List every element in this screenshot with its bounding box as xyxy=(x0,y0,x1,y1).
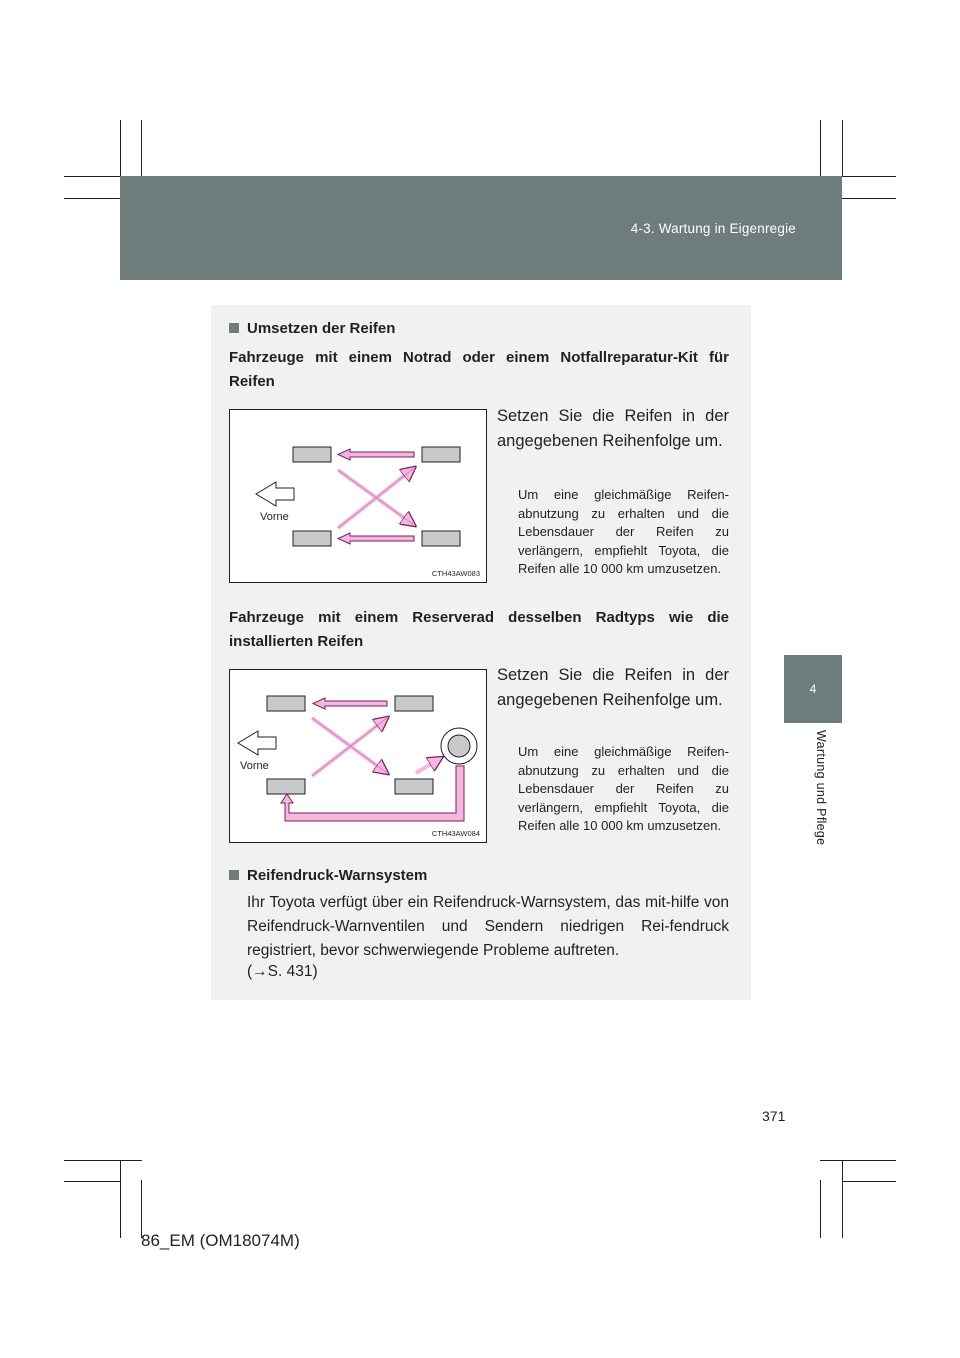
front-direction-arrow-icon xyxy=(238,731,276,755)
arrow-spare-to-front xyxy=(281,766,464,821)
tire-front-left xyxy=(267,696,305,711)
figure-rotation-pattern-2 xyxy=(229,669,487,843)
crop-mark xyxy=(842,120,843,176)
section-heading-tpms: Reifendruck-Warnsystem xyxy=(229,867,427,884)
front-label: Vorne xyxy=(240,760,269,772)
tire-rear-right xyxy=(395,779,433,794)
tire-rear-right xyxy=(422,531,460,546)
crop-mark xyxy=(820,1160,896,1161)
instruction-text-2: Setzen Sie die Reifen in der angegebenen Reihenfolge um. xyxy=(497,666,729,709)
tire-front-right xyxy=(267,779,305,794)
crop-mark xyxy=(820,1180,821,1238)
page-number: 371 xyxy=(762,1108,786,1124)
section-heading-tire-rotation: Umsetzen der Reifen xyxy=(229,320,395,337)
rotation-diagram-2 xyxy=(230,670,486,842)
crop-mark xyxy=(842,1160,843,1238)
crop-mark xyxy=(120,1160,121,1238)
front-direction-arrow-icon xyxy=(256,482,294,506)
figure-code: CTH43AW084 xyxy=(431,829,480,838)
tpms-body-text: Ihr Toyota verfügt über ein Reifendruck-Warnsystem, das mit-hilfe von Reifendruck-Warnventilen und Sendern niedrigen Rei-fendruck registriert, bevor schwerwiegende Probleme auftreten. xyxy=(247,894,729,959)
note-text-1: Um eine gleichmäßige Reifen-abnutzung zu erhalten und die Lebensdauer der Reifen zu verlängern, empfiehlt Toyota, die Reifen alle 10 000 km umzusetzen. xyxy=(518,487,729,576)
instruction-text-1: Setzen Sie die Reifen in der angegebenen Reihenfolge um. xyxy=(497,407,729,450)
crop-mark xyxy=(64,1181,120,1182)
chapter-number: 4 xyxy=(809,682,817,696)
arrow-rear-to-front-top xyxy=(313,698,387,709)
tire-front-left xyxy=(293,447,331,462)
crop-mark xyxy=(141,1180,142,1238)
crop-mark xyxy=(842,1181,896,1182)
crop-mark xyxy=(120,120,121,176)
subheading-spare-or-repair-kit: Fahrzeuge mit einem Notrad oder einem Notfallreparatur-Kit für Reifen xyxy=(229,349,729,390)
tire-rear-left xyxy=(422,447,460,462)
bullet-square-icon xyxy=(229,323,239,333)
rotation-diagram-1 xyxy=(230,410,486,582)
arrow-rear-to-front-top xyxy=(338,449,414,460)
bullet-square-icon xyxy=(229,870,239,880)
front-label: Vorne xyxy=(260,511,289,523)
note-text-2: Um eine gleichmäßige Reifen-abnutzung zu erhalten und die Lebensdauer der Reifen zu verlängern, empfiehlt Toyota, die Reifen alle 10 000 km umzusetzen. xyxy=(518,744,729,833)
figure-rotation-pattern-1 xyxy=(229,409,487,583)
page-reference-link[interactable]: (→S. 431) xyxy=(247,963,318,980)
chapter-tab[interactable] xyxy=(784,655,842,723)
tire-front-right xyxy=(293,531,331,546)
header-band xyxy=(120,176,842,280)
chapter-title: Wartung und Pflege xyxy=(814,730,828,846)
header-title: 4-3. Wartung in Eigenregie xyxy=(630,221,796,236)
document-code: 86_EM (OM18074M) xyxy=(141,1231,300,1250)
tire-rear-left xyxy=(395,696,433,711)
figure-code: CTH43AW083 xyxy=(431,569,480,578)
arrow-rear-to-spare xyxy=(416,758,441,773)
crop-mark xyxy=(64,1160,142,1161)
arrow-rear-to-front-bottom xyxy=(338,533,414,544)
subheading-full-size-spare: Fahrzeuge mit einem Reserverad desselben Radtyps wie die installierten Reifen xyxy=(229,609,729,650)
